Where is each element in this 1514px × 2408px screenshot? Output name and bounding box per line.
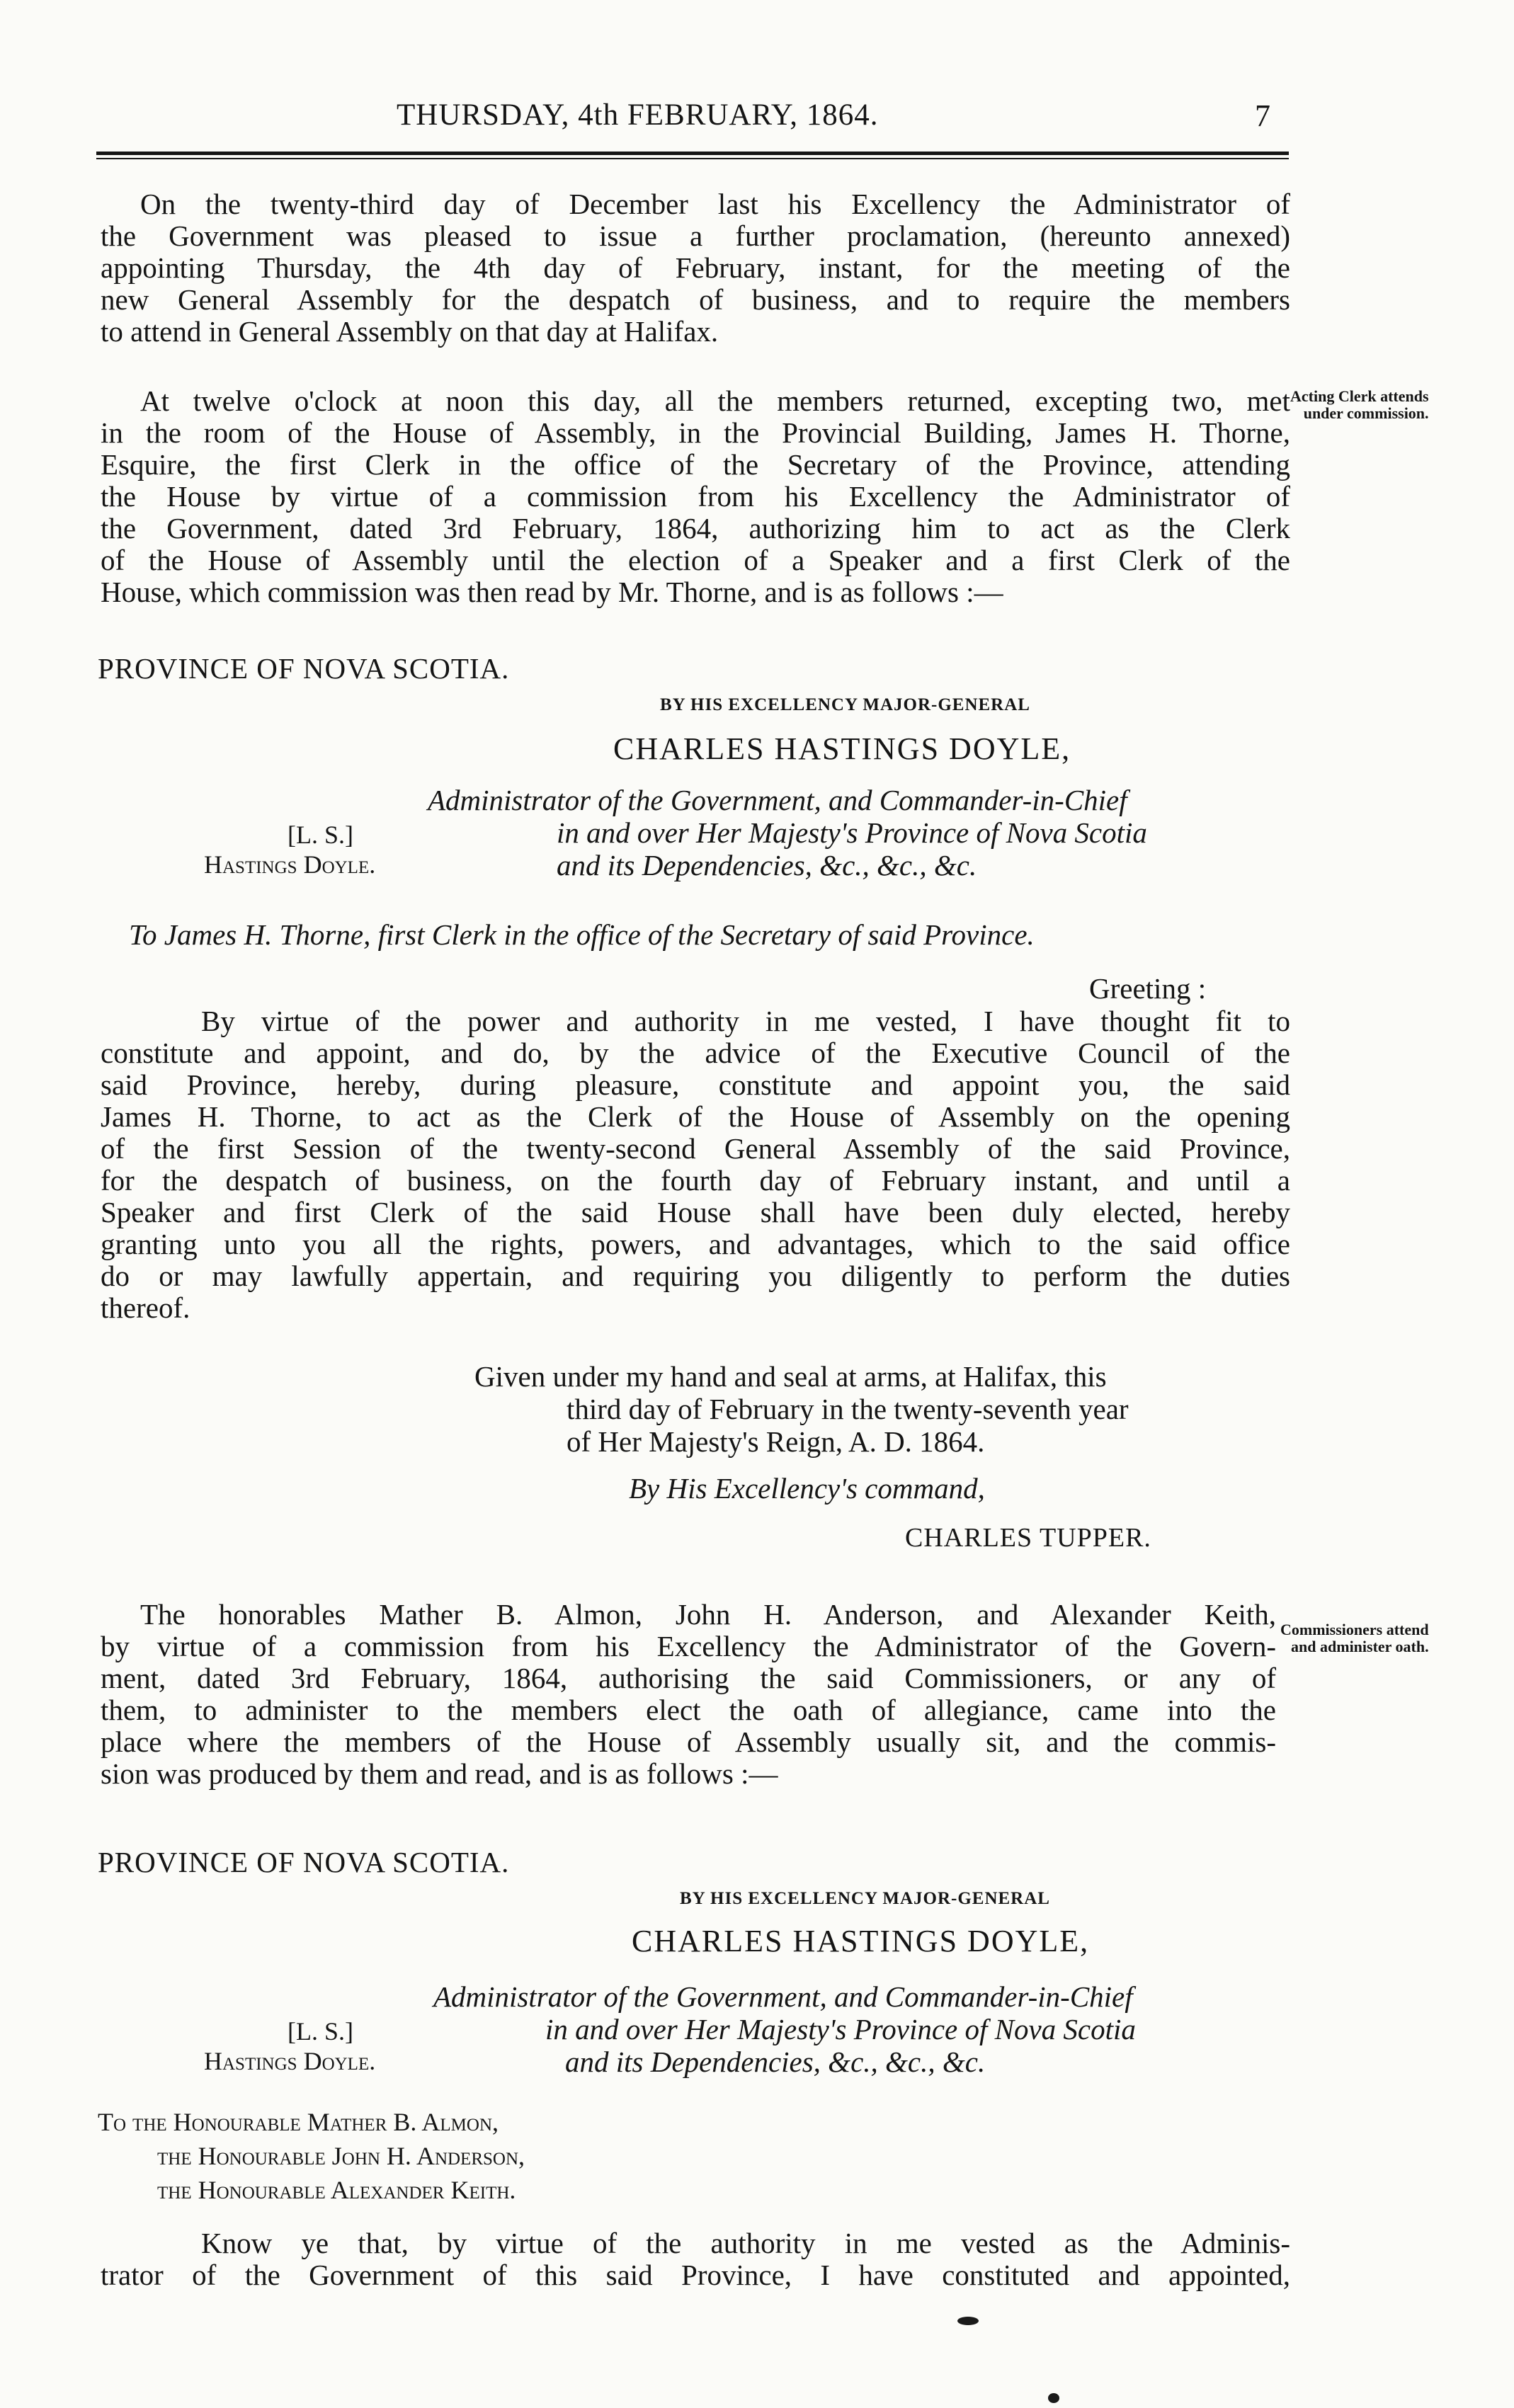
running-header: THURSDAY, 4th FEBRUARY, 1864. bbox=[397, 98, 879, 132]
text-line: trator of the Government of this said Province, I have constituted and appointed, bbox=[101, 2259, 1290, 2291]
text-line: House, which commission was then read by Mr. Thorne, and is as follows :— bbox=[101, 576, 1003, 608]
text-line: do or may lawfully appertain, and requiring you diligently to perform the duties bbox=[101, 1260, 1290, 1292]
addressee-line: the Honourable Alexander Keith. bbox=[157, 2176, 516, 2204]
text-line: Esquire, the first Clerk in the office of the Secretary of the Province, attending bbox=[101, 448, 1290, 481]
text-line: At twelve o'clock at noon this day, all the members returned, excepting two, met bbox=[140, 384, 1290, 417]
text-line: constitute and appoint, and do, by the advice of the Executive Council of the bbox=[101, 1037, 1290, 1069]
header-rule-thick bbox=[96, 152, 1289, 155]
text-line: appointing Thursday, the 4th day of February, instant, for the meeting of the bbox=[101, 251, 1290, 284]
paragraph-commissioners bbox=[101, 1599, 1276, 1790]
countersignature-tupper: CHARLES TUPPER. bbox=[905, 1523, 1151, 1553]
text-line: Speaker and first Clerk of the said House shall have been duly elected, hereby bbox=[101, 1196, 1290, 1228]
by-command: By His Excellency's command, bbox=[629, 1472, 985, 1505]
text-line: to attend in General Assembly on that day at Halifax. bbox=[101, 315, 719, 348]
given-line: Given under my hand and seal at arms, at Halifax, this bbox=[474, 1360, 1107, 1393]
text-line: By virtue of the power and authority in me vested, I have thought fit to bbox=[201, 1005, 1290, 1037]
province-heading: PROVINCE OF NOVA SCOTIA. bbox=[98, 652, 510, 685]
paragraph-members-met bbox=[101, 385, 1290, 608]
administrator-title-line: and its Dependencies, &c., &c., &c. bbox=[565, 2045, 986, 2078]
paragraph-proclamation bbox=[101, 188, 1290, 348]
margin-note-commissioners: Commissioners attend and administer oath. bbox=[1280, 1621, 1429, 1655]
text-line: The honorables Mather B. Almon, John H. Anderson, and Alexander Keith, bbox=[140, 1598, 1276, 1631]
given-line: of Her Majesty's Reign, A. D. 1864. bbox=[567, 1425, 985, 1458]
text-line: thereof. bbox=[101, 1291, 190, 1324]
text-line: them, to administer to the members elect the oath of allegiance, came into the bbox=[101, 1694, 1276, 1726]
ink-smudge bbox=[1048, 2393, 1059, 2403]
addressee-line: To the Honourable Mather B. Almon, bbox=[98, 2108, 499, 2136]
seal-mark: [L. S.] bbox=[288, 2017, 353, 2045]
signature-hastings-doyle: Hastings Doyle. bbox=[204, 2047, 376, 2075]
text-line: by virtue of a commission from his Excellency the Administrator of the Govern- bbox=[101, 1630, 1276, 1662]
paragraph-know-ye bbox=[101, 2227, 1290, 2291]
text-line: granting unto you all the rights, powers, and advantages, which to the said office bbox=[101, 1228, 1290, 1260]
ink-smudge bbox=[957, 2317, 979, 2325]
text-line: for the despatch of business, on the fourth day of February instant, and until a bbox=[101, 1164, 1290, 1197]
administrator-title-line: Administrator of the Government, and Commander-in-Chief bbox=[433, 1980, 1133, 2013]
page-number: 7 bbox=[1255, 98, 1270, 133]
text-line: Know ye that, by virtue of the authority in me vested as the Adminis- bbox=[201, 2227, 1290, 2259]
header-rule-thin bbox=[96, 158, 1289, 159]
administrator-name: CHARLES HASTINGS DOYLE, bbox=[632, 1924, 1090, 1958]
text-line: the House by virtue of a commission from his Excellency the Administrator of bbox=[101, 480, 1290, 513]
text-line: said Province, hereby, during pleasure, constitute and appoint you, the said bbox=[101, 1068, 1290, 1101]
seal-mark: [L. S.] bbox=[288, 821, 353, 849]
margin-note-acting-clerk: Acting Clerk attends under commission. bbox=[1290, 387, 1429, 422]
text-line: place where the members of the House of Assembly usually sit, and the commis- bbox=[101, 1725, 1276, 1758]
commission-body bbox=[101, 1005, 1290, 1324]
given-line: third day of February in the twenty-seventh year bbox=[567, 1393, 1129, 1425]
administrator-title-line: Administrator of the Government, and Commander-in-Chief bbox=[428, 784, 1127, 816]
administrator-title-line: in and over Her Majesty's Province of Nova Scotia bbox=[545, 2013, 1136, 2045]
text-line: of the House of Assembly until the election of a Speaker and a first Clerk of the bbox=[101, 544, 1290, 576]
text-line: of the first Session of the twenty-second General Assembly of the said Province, bbox=[101, 1132, 1290, 1165]
text-line: the Government was pleased to issue a further proclamation, (hereunto annexed) bbox=[101, 219, 1290, 252]
text-line: the Government, dated 3rd February, 1864, authorizing him to act as the Clerk bbox=[101, 512, 1290, 544]
text-line: in the room of the House of Assembly, in the Provincial Building, James H. Thorne, bbox=[101, 416, 1290, 449]
signature-hastings-doyle: Hastings Doyle. bbox=[204, 850, 376, 879]
address-to-thorne: To James H. Thorne, first Clerk in the office of the Secretary of said Province. bbox=[129, 918, 1035, 951]
text-line: sion was produced by them and read, and is as follows :— bbox=[101, 1757, 778, 1790]
addressee-line: the Honourable John H. Anderson, bbox=[157, 2142, 525, 2170]
text-line: James H. Thorne, to act as the Clerk of the House of Assembly on the opening bbox=[101, 1100, 1290, 1133]
by-his-excellency: BY HIS EXCELLENCY MAJOR-GENERAL bbox=[680, 1889, 1050, 1908]
text-line: On the twenty-third day of December last his Excellency the Administrator of bbox=[140, 188, 1290, 220]
text-line: new General Assembly for the despatch of business, and to require the members bbox=[101, 283, 1290, 316]
administrator-name: CHARLES HASTINGS DOYLE, bbox=[613, 731, 1071, 766]
greeting: Greeting : bbox=[1089, 972, 1207, 1005]
by-his-excellency: BY HIS EXCELLENCY MAJOR-GENERAL bbox=[660, 695, 1030, 714]
administrator-title-line: in and over Her Majesty's Province of Nova Scotia bbox=[557, 816, 1147, 849]
text-line: ment, dated 3rd February, 1864, authorising the said Commissioners, or any of bbox=[101, 1662, 1276, 1694]
province-heading: PROVINCE OF NOVA SCOTIA. bbox=[98, 1846, 510, 1878]
administrator-title-line: and its Dependencies, &c., &c., &c. bbox=[557, 849, 977, 881]
